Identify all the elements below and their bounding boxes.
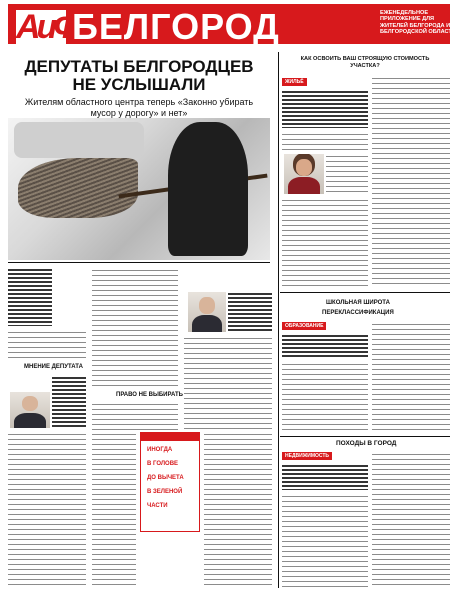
lead-column-1-top <box>8 330 86 360</box>
right-text-col-1 <box>282 198 368 288</box>
right-text-top <box>282 132 368 152</box>
lead-intro-text <box>8 268 52 326</box>
lead-text-block <box>204 432 272 588</box>
right-text-block <box>282 132 368 152</box>
lead-column-2 <box>92 268 178 388</box>
headline-line-1: ДЕПУТАТЫ БЕЛГОРОДЦЕВ <box>24 57 254 76</box>
expert-caption <box>326 154 368 194</box>
lead-text-block <box>92 268 178 388</box>
official-portrait <box>188 292 226 332</box>
headline-line-2: НЕ УСЛЫШАЛИ <box>72 75 206 94</box>
lead-deck: Жителям областного центра теперь «Законно убирать мусор у дорогу» и нет» <box>24 97 254 118</box>
right-lead-text <box>282 90 368 128</box>
portrait-head <box>296 159 312 176</box>
right-text-col-2 <box>372 76 450 288</box>
middle-heading: ШКОЛЬНАЯ ШИРОТА <box>326 300 390 306</box>
column-heading: МНЕНИЕ ДЕПУТАТА <box>24 364 83 370</box>
portrait-head <box>199 297 214 314</box>
middle-lead-text <box>282 334 368 358</box>
deputy-portrait <box>10 392 50 428</box>
middle-text-block <box>282 362 368 432</box>
promo-word: ИНОГДА <box>147 447 173 453</box>
deputy-quote <box>52 376 86 428</box>
bottom-text-col-2 <box>372 452 450 588</box>
lead-column-1-bottom <box>8 432 86 588</box>
section-heading: ПРАВО НЕ ВЫБИРАТЬ <box>116 392 183 398</box>
portrait-head <box>22 396 38 411</box>
masthead <box>8 4 456 47</box>
lead-text-block <box>92 402 178 430</box>
bottom-text-block <box>282 494 368 588</box>
bottom-tag: НЕДВИЖИМОСТЬ <box>282 452 332 460</box>
promo-word: ДО ВЫЧЕТА <box>147 475 184 481</box>
expert-caption-text <box>326 154 368 194</box>
bottom-text-col-1 <box>282 494 368 588</box>
caption-rule <box>8 262 270 263</box>
photo-car <box>14 122 144 158</box>
lead-text-block <box>92 432 136 588</box>
right-lead <box>282 90 368 128</box>
photo-person <box>168 122 248 256</box>
promo-bar <box>141 433 199 441</box>
middle-lead <box>282 334 368 358</box>
bottom-text-block <box>372 452 450 588</box>
official-quote <box>228 292 272 332</box>
lead-text-block <box>184 336 272 430</box>
middle-text-col-1 <box>282 362 368 432</box>
promo-word: ЧАСТИ <box>147 503 168 509</box>
masthead-title: БЕЛГОРОД <box>72 6 280 47</box>
expert-portrait <box>284 154 324 194</box>
lead-photo <box>8 118 270 260</box>
lead-column-3 <box>184 336 272 430</box>
deputy-quote-text <box>52 376 86 428</box>
promo-word: В ЗЕЛЕНОЙ <box>147 489 183 495</box>
official-quote-text <box>228 292 272 332</box>
portrait-body <box>14 413 46 428</box>
bottom-lead <box>282 464 368 490</box>
bottom-lead-text <box>282 464 368 490</box>
masthead-tagline: ЕЖЕНЕДЕЛЬНОЕ ПРИЛОЖЕНИЕ ДЛЯ ЖИТЕЛЕЙ БЕЛГОРОДА И БЕЛГОРОДСКОЙ ОБЛАСТИ <box>380 10 456 36</box>
bottom-heading: ПОХОДЫ В ГОРОД <box>336 440 397 447</box>
aif-logo <box>16 8 76 48</box>
lead-column-3-bottom <box>204 432 272 588</box>
photo-broom <box>18 158 138 218</box>
lead-column-2-mid <box>92 402 178 430</box>
promo-word: В ГОЛОВЕ <box>147 461 179 467</box>
lead-column-2-bottom <box>92 432 136 588</box>
middle-text-block <box>372 322 450 432</box>
right-column-heading: КАК ОСВОИТЬ ВАШ СТРОЯЩУЮ СТОИМОСТЬ УЧАСТКА? <box>300 56 430 69</box>
section-rule <box>280 436 450 437</box>
portrait-body <box>288 177 320 194</box>
right-column-tag: ЖИЛЬЁ <box>282 78 307 86</box>
lead-intro-column <box>8 268 52 326</box>
column-divider <box>278 52 279 588</box>
portrait-body <box>192 315 222 332</box>
promo-box <box>140 432 200 532</box>
middle-tag: ОБРАЗОВАНИЕ <box>282 322 326 330</box>
middle-text-col-2 <box>372 322 450 432</box>
section-rule <box>280 292 450 293</box>
logo-wordmark: АиФ <box>16 8 76 46</box>
lead-text-block <box>8 330 86 360</box>
lead-text-block <box>8 432 86 588</box>
middle-subheading: ПЕРЕКЛАССИФИКАЦИЯ <box>322 310 394 316</box>
right-text-block <box>372 76 450 288</box>
right-text-block <box>282 198 368 288</box>
lead-headline <box>8 58 270 94</box>
